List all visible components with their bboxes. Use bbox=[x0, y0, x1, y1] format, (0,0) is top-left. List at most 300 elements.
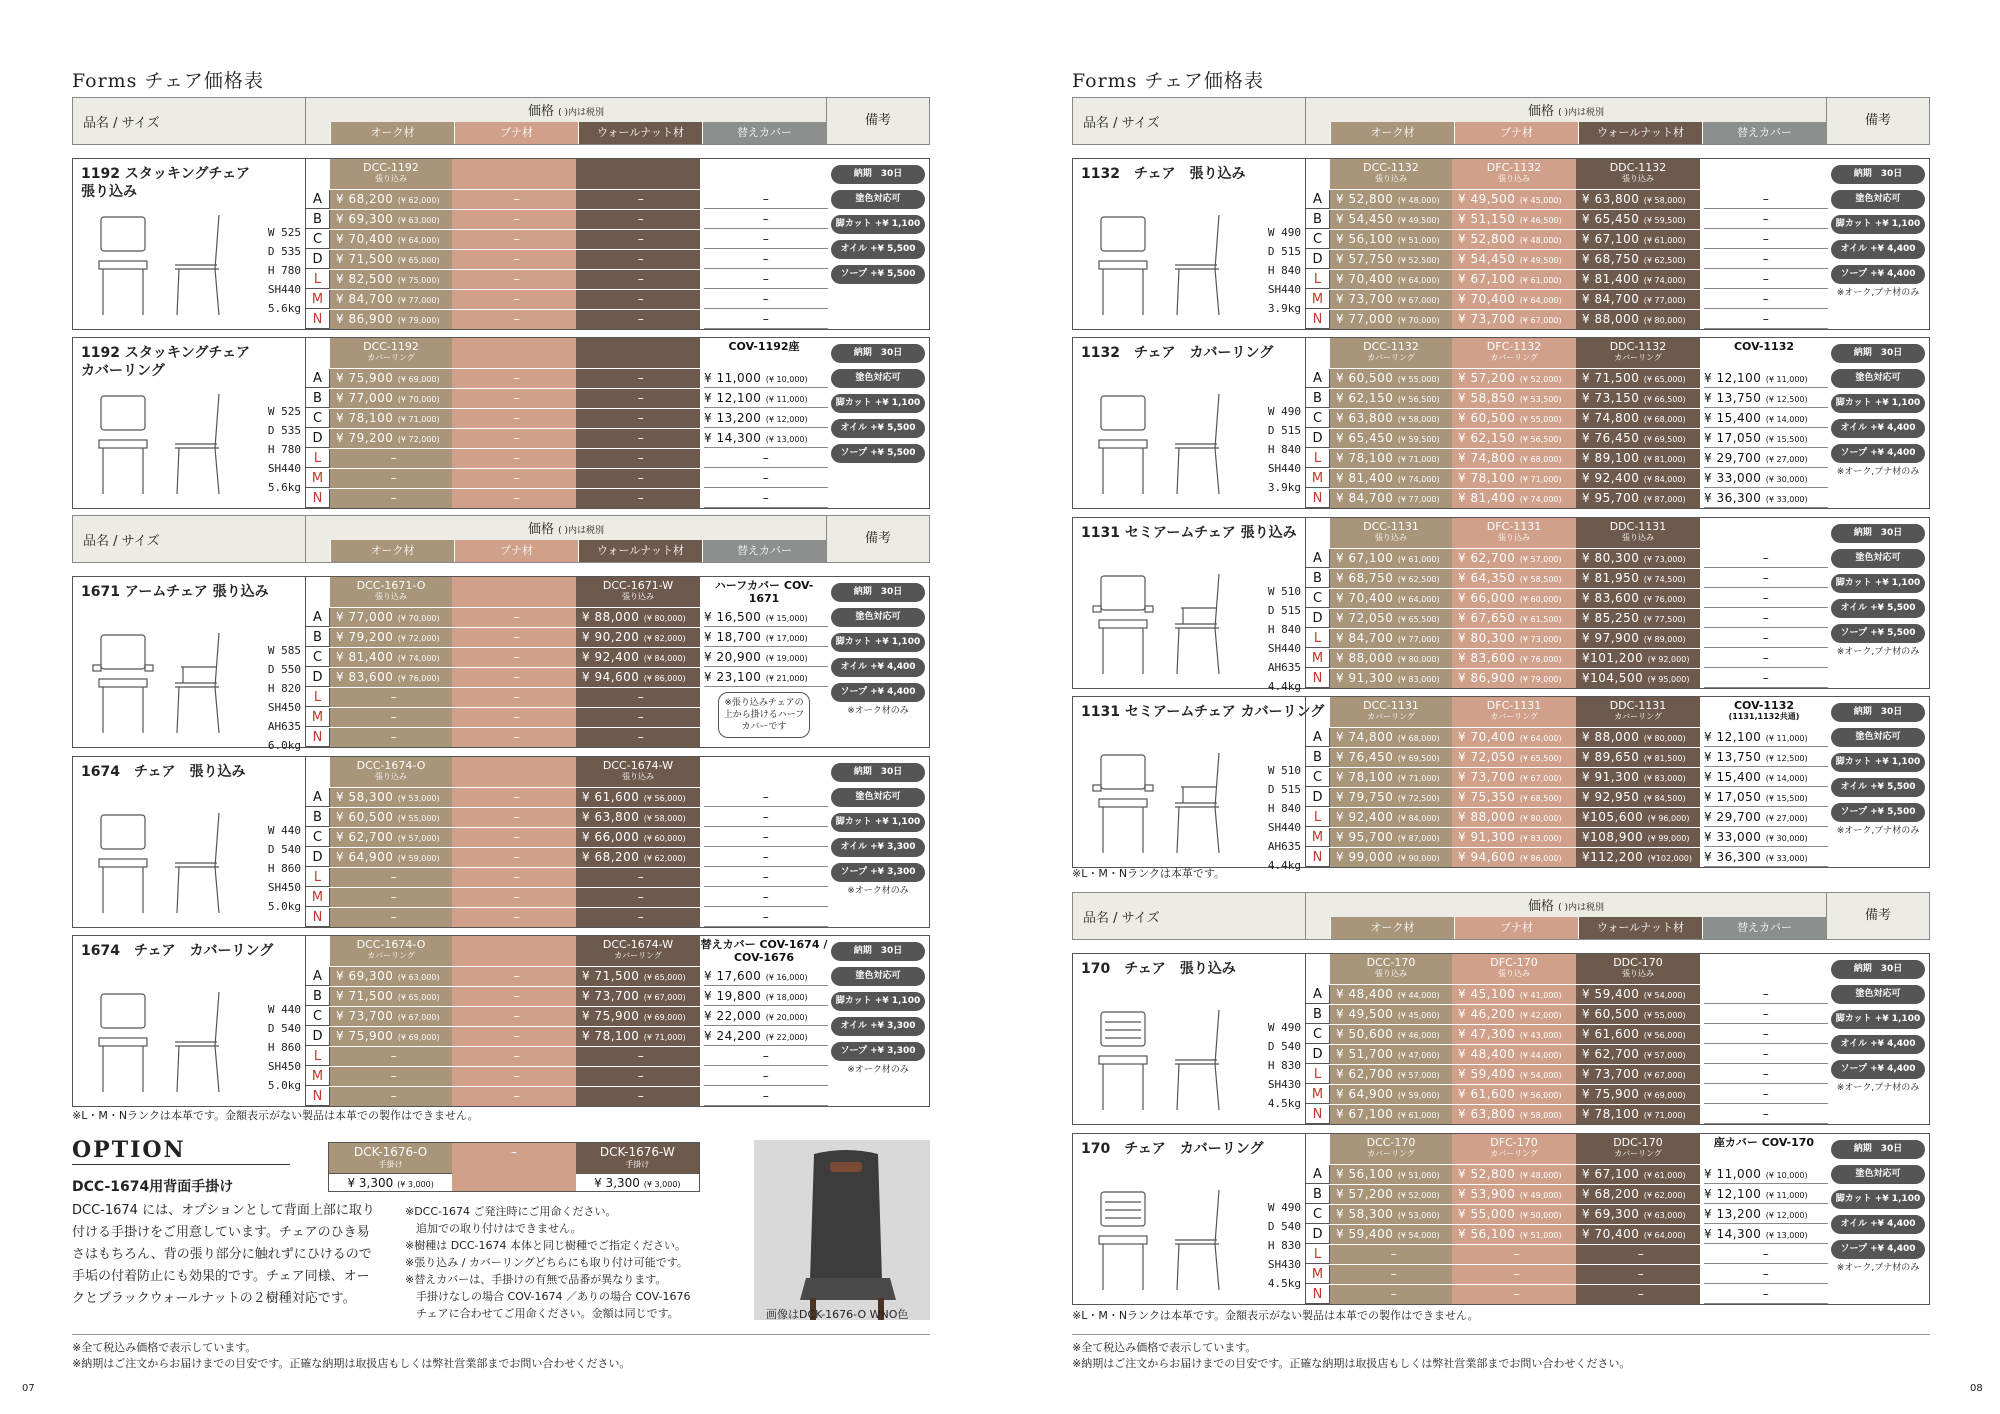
price-cell: ¥ 48,400 (¥ 44,000) bbox=[1336, 987, 1440, 1001]
remark-badge: オイル +¥ 5,500 bbox=[831, 419, 925, 438]
price-cell: – bbox=[513, 989, 521, 1003]
price-cell: ¥ 73,700 (¥ 67,000) bbox=[336, 1009, 440, 1023]
remarks bbox=[1831, 960, 1925, 1093]
price-cell: ¥ 46,200 (¥ 42,000) bbox=[1458, 1007, 1562, 1021]
leather-note: ※L・M・Nランクは本革です。金額表示がない製品は本革での製作はできません。 bbox=[1072, 1309, 1479, 1322]
table-row bbox=[1306, 1244, 1828, 1264]
price-grid bbox=[1305, 1134, 1827, 1304]
price-cell: – bbox=[513, 232, 521, 246]
footer-rule bbox=[72, 1334, 930, 1335]
option-col-1 bbox=[452, 1143, 575, 1191]
price-cell: ¥ 73,700 (¥ 67,000) bbox=[582, 989, 686, 1003]
price-cell: ¥ 49,500 (¥ 45,000) bbox=[1458, 192, 1562, 206]
rank-label: M bbox=[306, 888, 330, 907]
remark-badge: 納期 30日 bbox=[1831, 703, 1925, 722]
code: DFC-170 bbox=[1490, 956, 1538, 969]
table-row bbox=[306, 249, 828, 269]
price-cell: ¥ 22,000 (¥ 20,000) bbox=[704, 1007, 828, 1026]
price-cell: – bbox=[513, 630, 521, 644]
rank-label: A bbox=[1306, 549, 1330, 568]
product-code bbox=[330, 936, 452, 966]
price-cell: ¥ 73,700 (¥ 67,000) bbox=[1336, 292, 1440, 306]
remarks bbox=[831, 583, 925, 716]
rank-label: L bbox=[306, 868, 330, 887]
remark-badge: オイル +¥ 4,400 bbox=[1831, 1215, 1925, 1234]
price-cell: ¥ 92,950 (¥ 84,500) bbox=[1582, 790, 1686, 804]
remark-badge: ソープ +¥ 5,500 bbox=[1831, 624, 1925, 643]
price-cell: ¥ 52,800 (¥ 48,000) bbox=[1458, 232, 1562, 246]
price-cell: – bbox=[637, 312, 645, 326]
price-cell: ¥ 71,500 (¥ 65,000) bbox=[1582, 371, 1686, 385]
remark-badge: オイル +¥ 4,400 bbox=[831, 658, 925, 677]
price-cell: ¥ 52,800 (¥ 48,000) bbox=[1458, 1167, 1562, 1181]
code-sub: カバーリング bbox=[367, 353, 415, 362]
remark-badge: オイル +¥ 5,500 bbox=[1831, 778, 1925, 797]
table-row bbox=[1306, 488, 1828, 508]
code: DDC-1132 bbox=[1609, 161, 1667, 174]
price-cell: ¥ 68,200 (¥ 62,000) bbox=[1582, 1187, 1686, 1201]
remark-badge: オイル +¥ 4,400 bbox=[1831, 240, 1925, 259]
code-sub: 張り込み bbox=[1375, 533, 1407, 542]
price-cell: – bbox=[637, 272, 645, 286]
option-rule bbox=[72, 1164, 290, 1165]
table-row bbox=[1306, 984, 1828, 1004]
price-cell: ¥ 99,000 (¥ 90,000) bbox=[1336, 850, 1440, 864]
price-cell: ¥ 76,450 (¥ 69,500) bbox=[1336, 750, 1440, 764]
remark-badge: 塗色対応可 bbox=[1831, 369, 1925, 388]
code-sub: カバーリング bbox=[1614, 353, 1662, 362]
header-price-title bbox=[1306, 100, 1826, 121]
table-row bbox=[306, 289, 828, 309]
price-cell: ¥ 74,800 (¥ 68,000) bbox=[1458, 451, 1562, 465]
code: DDC-170 bbox=[1613, 1136, 1663, 1149]
rank-label: D bbox=[1306, 250, 1330, 269]
price-cell: – bbox=[513, 910, 521, 924]
price-cell: ¥ 95,700 (¥ 87,000) bbox=[1336, 830, 1440, 844]
price-cell: – bbox=[637, 451, 645, 465]
page-number: 08 bbox=[1970, 1383, 1983, 1394]
product-code bbox=[330, 338, 452, 368]
table-header bbox=[72, 97, 930, 145]
product-code bbox=[1700, 338, 1828, 368]
option-subtitle: DCC-1674用背面手掛け bbox=[72, 1179, 234, 1195]
table-row bbox=[306, 807, 828, 827]
price-cell: – bbox=[390, 471, 398, 485]
remark-badge: ソープ +¥ 5,500 bbox=[1831, 803, 1925, 822]
product-code bbox=[1330, 159, 1452, 189]
price-cell: – bbox=[637, 192, 645, 206]
price-cell: – bbox=[637, 1089, 645, 1103]
code: DCC-1674-O bbox=[356, 759, 426, 772]
table-row bbox=[1306, 1184, 1828, 1204]
table-row bbox=[306, 468, 828, 488]
price-cell: – bbox=[704, 908, 828, 927]
price-cell: ¥ 71,500 (¥ 65,000) bbox=[336, 989, 440, 1003]
table-row bbox=[306, 189, 828, 209]
product-code bbox=[1330, 338, 1452, 368]
price-cell: – bbox=[1637, 1267, 1645, 1281]
rank-label: A bbox=[306, 788, 330, 807]
table-row bbox=[306, 907, 828, 927]
price-cell: ¥ 66,000 (¥ 60,000) bbox=[582, 830, 686, 844]
price-cell: ¥ 75,900 (¥ 69,000) bbox=[582, 1009, 686, 1023]
table-row bbox=[306, 966, 828, 986]
price-cell: ¥ 62,150 (¥ 56,500) bbox=[1336, 391, 1440, 405]
code-sub: 張り込み bbox=[375, 592, 407, 601]
price-cell: ¥ 90,200 (¥ 82,000) bbox=[582, 630, 686, 644]
price-cell: – bbox=[1637, 1247, 1645, 1261]
product-size: W 510 D 515 H 840 SH440 AH635 4.4kg bbox=[1267, 585, 1301, 693]
remark-badge: 納期 30日 bbox=[831, 165, 925, 184]
code-sub: 張り込み bbox=[1622, 969, 1654, 978]
price-cell: ¥ 67,100 (¥ 61,000) bbox=[1582, 232, 1686, 246]
page-number: 07 bbox=[22, 1383, 35, 1394]
rank-label: D bbox=[306, 429, 330, 448]
header-columns bbox=[330, 122, 826, 144]
code: DCC-1674-W bbox=[602, 938, 674, 951]
rank-label: N bbox=[1306, 669, 1330, 688]
price-cell: ¥ 88,000 (¥ 80,000) bbox=[1582, 312, 1686, 326]
price-cell: – bbox=[1704, 549, 1828, 568]
option-price-tax: (¥ 3,000) bbox=[397, 1180, 434, 1189]
price-cell: – bbox=[513, 292, 521, 306]
header-remarks: 備考 bbox=[864, 113, 891, 128]
table-row bbox=[306, 408, 828, 428]
remark-badge: 納期 30日 bbox=[831, 344, 925, 363]
remark-badge: ソープ +¥ 5,500 bbox=[831, 265, 925, 284]
price-cell: ¥ 78,100 (¥ 71,000) bbox=[582, 1029, 686, 1043]
rank-label: B bbox=[306, 210, 330, 229]
price-cell: ¥ 19,800 (¥ 18,000) bbox=[704, 987, 828, 1006]
price-cell: – bbox=[513, 431, 521, 445]
price-grid bbox=[1305, 159, 1827, 329]
chair-illustration bbox=[1091, 1184, 1241, 1294]
price-cell: ¥ 81,400 (¥ 74,000) bbox=[1336, 471, 1440, 485]
price-cell: ¥ 91,300 (¥ 83,000) bbox=[1458, 830, 1562, 844]
price-cell: ¥ 92,400 (¥ 84,000) bbox=[1336, 810, 1440, 824]
rank-label: C bbox=[1306, 1025, 1330, 1044]
col-3: 替えカバー bbox=[1702, 122, 1826, 144]
price-cell: ¥ 58,850 (¥ 53,500) bbox=[1458, 391, 1562, 405]
rank-label: C bbox=[306, 1007, 330, 1026]
price-rows bbox=[306, 787, 827, 927]
price-cell: ¥ 86,900 (¥ 79,000) bbox=[1458, 671, 1562, 685]
table-header bbox=[1072, 97, 1930, 145]
rank-label: N bbox=[1306, 848, 1330, 867]
price-cell: – bbox=[513, 212, 521, 226]
option-code-sub: 手掛け bbox=[378, 1160, 403, 1169]
table-row bbox=[1306, 249, 1828, 269]
price-cell: ¥ 70,400 (¥ 64,000) bbox=[1336, 272, 1440, 286]
price-cell: ¥ 81,400 (¥ 74,000) bbox=[336, 650, 440, 664]
product-code bbox=[1452, 697, 1576, 727]
rank-label: L bbox=[1306, 270, 1330, 289]
code: DDC-1132 bbox=[1609, 340, 1667, 353]
table-row bbox=[1306, 1044, 1828, 1064]
rank-label: D bbox=[1306, 429, 1330, 448]
price-cell: ¥ 24,200 (¥ 22,000) bbox=[704, 1027, 828, 1046]
tax-label: ( )内は税別 bbox=[1558, 903, 1605, 913]
price-cell: ¥ 62,700 (¥ 57,000) bbox=[1458, 551, 1562, 565]
price-cell: ¥ 49,500 (¥ 45,000) bbox=[1336, 1007, 1440, 1021]
table-row bbox=[1306, 747, 1828, 767]
col-1: ブナ材 bbox=[1454, 917, 1578, 939]
price-cell: – bbox=[1704, 649, 1828, 668]
price-cell: ¥ 91,300 (¥ 83,000) bbox=[1582, 770, 1686, 784]
price-cell: – bbox=[704, 848, 828, 867]
price-cell: ¥ 75,350 (¥ 68,500) bbox=[1458, 790, 1562, 804]
rank-label: M bbox=[1306, 290, 1330, 309]
table-row bbox=[1306, 668, 1828, 688]
rank-label: D bbox=[306, 1027, 330, 1046]
table-row bbox=[1306, 1204, 1828, 1224]
remark-note: ※オーク,ブナ材のみ bbox=[1836, 467, 1920, 477]
rank-label: N bbox=[1306, 1105, 1330, 1124]
price-cell: – bbox=[637, 391, 645, 405]
price-cell: ¥ 70,400 (¥ 64,000) bbox=[1458, 292, 1562, 306]
table-row bbox=[1306, 289, 1828, 309]
price-cell: – bbox=[1704, 609, 1828, 628]
code-sub: カバーリング bbox=[1367, 353, 1415, 362]
remark-badge: 塗色対応可 bbox=[831, 190, 925, 209]
price-cell: ¥ 75,900 (¥ 69,000) bbox=[1582, 1087, 1686, 1101]
remark-badge: 納期 30日 bbox=[831, 942, 925, 961]
price-cell: – bbox=[704, 868, 828, 887]
product-code bbox=[1576, 954, 1700, 984]
remark-badge: 納期 30日 bbox=[1831, 524, 1925, 543]
price-cell: ¥ 14,300 (¥ 13,000) bbox=[704, 429, 828, 448]
remark-badge: 納期 30日 bbox=[831, 583, 925, 602]
remark-badge: ソープ +¥ 4,400 bbox=[1831, 265, 1925, 284]
price-cell: – bbox=[637, 431, 645, 445]
code-sub: カバーリング bbox=[1490, 1149, 1538, 1158]
product-code bbox=[1452, 159, 1576, 189]
remark-badge: 脚カット +¥ 1,100 bbox=[1831, 394, 1925, 413]
remark-badge: 脚カット +¥ 1,100 bbox=[1831, 215, 1925, 234]
price-cell: ¥ 61,600 (¥ 56,000) bbox=[1582, 1027, 1686, 1041]
product-code bbox=[1700, 1134, 1828, 1164]
price-cell: – bbox=[1704, 569, 1828, 588]
product-block bbox=[1072, 696, 1930, 872]
table-row bbox=[1306, 827, 1828, 847]
table-row bbox=[306, 867, 828, 887]
table-row bbox=[1306, 269, 1828, 289]
code: DFC-1132 bbox=[1486, 340, 1542, 353]
price-cell: ¥ 78,100 (¥ 71,000) bbox=[1458, 471, 1562, 485]
product-code bbox=[1576, 338, 1700, 368]
price-cell: – bbox=[1704, 589, 1828, 608]
remark-badge: 脚カット +¥ 1,100 bbox=[1831, 753, 1925, 772]
header-price-title bbox=[306, 518, 826, 539]
table-row bbox=[306, 269, 828, 289]
code-sub: 張り込み bbox=[375, 174, 407, 183]
price-cell: – bbox=[513, 790, 521, 804]
price-cell: – bbox=[513, 391, 521, 405]
price-cell: ¥ 17,600 (¥ 16,000) bbox=[704, 967, 828, 986]
price-cell: ¥ 55,000 (¥ 50,000) bbox=[1458, 1207, 1562, 1221]
code-sub: (1131,1132共通) bbox=[1728, 712, 1800, 721]
header-price-title bbox=[1306, 895, 1826, 916]
rank-label: C bbox=[306, 828, 330, 847]
price-grid bbox=[305, 757, 827, 927]
price-cell: – bbox=[637, 411, 645, 425]
price-cell: – bbox=[1704, 1245, 1828, 1264]
product-code bbox=[1452, 1134, 1576, 1164]
chair-illustration bbox=[1091, 1004, 1241, 1114]
remark-badge: ソープ +¥ 3,300 bbox=[831, 863, 925, 882]
code: DFC-170 bbox=[1490, 1136, 1538, 1149]
header-remarks: 備考 bbox=[1864, 908, 1891, 923]
table-row bbox=[1306, 448, 1828, 468]
price-cell: ¥ 77,000 (¥ 70,000) bbox=[1336, 312, 1440, 326]
table-row bbox=[306, 887, 828, 907]
chair-illustration bbox=[91, 986, 241, 1096]
product-block bbox=[1072, 337, 1930, 509]
price-cell: ¥ 89,650 (¥ 81,500) bbox=[1582, 750, 1686, 764]
rank-label: C bbox=[1306, 230, 1330, 249]
price-cell: ¥112,200 (¥102,000) bbox=[1582, 850, 1692, 864]
price-cell: – bbox=[637, 491, 645, 505]
product-code bbox=[330, 757, 452, 787]
header-price bbox=[1305, 98, 1827, 144]
price-cell: ¥ 29,700 (¥ 27,000) bbox=[1704, 449, 1828, 468]
header-name-size: 品名 / サイズ bbox=[1083, 911, 1160, 926]
price-cell: – bbox=[637, 890, 645, 904]
rank-label: A bbox=[1306, 190, 1330, 209]
price-cell: – bbox=[1390, 1267, 1398, 1281]
price-cell: ¥ 14,300 (¥ 13,000) bbox=[1704, 1225, 1828, 1244]
price-cell: – bbox=[637, 371, 645, 385]
code: DCC-1192 bbox=[363, 161, 419, 174]
code-sub: 張り込み bbox=[375, 772, 407, 781]
product-code bbox=[1576, 159, 1700, 189]
product-block bbox=[72, 935, 930, 1107]
leather-note: ※L・M・Nランクは本革です。 bbox=[1072, 867, 1225, 880]
price-cell: ¥ 81,400 (¥ 74,000) bbox=[1458, 491, 1562, 505]
price-cell: ¥ 59,400 (¥ 54,000) bbox=[1336, 1227, 1440, 1241]
price-cell: ¥ 68,750 (¥ 62,500) bbox=[1336, 571, 1440, 585]
rank-label: N bbox=[306, 1087, 330, 1106]
price-cell: – bbox=[513, 810, 521, 824]
header-columns bbox=[330, 540, 826, 562]
price-rows bbox=[1306, 984, 1827, 1124]
price-cell: ¥ 33,000 (¥ 30,000) bbox=[1704, 828, 1828, 847]
header-price bbox=[305, 516, 827, 562]
product-block bbox=[72, 158, 930, 330]
rank-label: N bbox=[1306, 489, 1330, 508]
code-sub: 張り込み bbox=[622, 592, 654, 601]
table-row bbox=[306, 1006, 828, 1026]
photo-caption: 画像はDCK-1676-O WNO色 bbox=[766, 1308, 909, 1321]
rank-label: A bbox=[1306, 1165, 1330, 1184]
price-cell: ¥ 11,000 (¥ 10,000) bbox=[704, 369, 828, 388]
table-row bbox=[1306, 428, 1828, 448]
rank-label: B bbox=[1306, 210, 1330, 229]
remarks bbox=[831, 344, 925, 469]
price-cell: ¥ 45,100 (¥ 41,000) bbox=[1458, 987, 1562, 1001]
price-cell: – bbox=[513, 471, 521, 485]
price-cell: ¥ 63,800 (¥ 58,000) bbox=[1336, 411, 1440, 425]
code: DFC-1131 bbox=[1486, 520, 1542, 533]
remark-badge: 塗色対応可 bbox=[1831, 190, 1925, 209]
table-row bbox=[1306, 468, 1828, 488]
code: DCC-1192 bbox=[363, 340, 419, 353]
product-code bbox=[330, 577, 452, 607]
rank-label: A bbox=[306, 967, 330, 986]
price-cell: ¥ 13,200 (¥ 12,000) bbox=[1704, 1205, 1828, 1224]
price-cell: – bbox=[513, 1069, 521, 1083]
table-row bbox=[306, 309, 828, 329]
price-cell: – bbox=[704, 1067, 828, 1086]
remark-badge: ソープ +¥ 4,400 bbox=[831, 683, 925, 702]
option-body: DCC-1674 には、オプションとして背面上部に取り付ける手掛けをご用意しています。チェアのひき易さはもちろん、背の張り部分に触れずにひけるので手垢の付着防止にも効果的です。チェア同様、オークとブラックウォールナットの２樹種対応です。 bbox=[72, 1203, 375, 1306]
price-cell: ¥ 67,100 (¥ 61,000) bbox=[1458, 272, 1562, 286]
price-cell: ¥ 62,700 (¥ 57,000) bbox=[1582, 1047, 1686, 1061]
price-cell: – bbox=[1704, 629, 1828, 648]
price-cell: – bbox=[704, 808, 828, 827]
price-cell: ¥ 68,200 (¥ 62,000) bbox=[582, 850, 686, 864]
chair-illustration bbox=[1091, 568, 1241, 678]
product-size: W 525 D 535 H 780 SH440 5.6kg bbox=[267, 405, 301, 494]
price-rows bbox=[1306, 189, 1827, 329]
header-price-title bbox=[306, 100, 826, 121]
price-cell: ¥ 67,100 (¥ 61,000) bbox=[1336, 1107, 1440, 1121]
product-block bbox=[72, 756, 930, 928]
price-cell: ¥ 20,900 (¥ 19,000) bbox=[704, 648, 828, 667]
rank-label: M bbox=[1306, 1265, 1330, 1284]
price-cell: ¥ 12,100 (¥ 11,000) bbox=[704, 389, 828, 408]
price-cell: – bbox=[1704, 1065, 1828, 1084]
option-price bbox=[576, 1173, 699, 1191]
table-row bbox=[1306, 1104, 1828, 1124]
price-cell: ¥ 84,700 (¥ 77,000) bbox=[336, 292, 440, 306]
price-cell: ¥ 51,150 (¥ 46,500) bbox=[1458, 212, 1562, 226]
price-cell: – bbox=[704, 190, 828, 209]
price-cell: ¥ 65,450 (¥ 59,500) bbox=[1582, 212, 1686, 226]
leather-note: ※L・M・Nランクは本革です。金額表示がない製品は本革での製作はできません。 bbox=[72, 1109, 479, 1122]
option-code-sub: 手掛け bbox=[625, 1160, 650, 1169]
rank-label: L bbox=[1306, 1065, 1330, 1084]
price-cell: ¥ 77,000 (¥ 70,000) bbox=[336, 610, 440, 624]
price-label: 価格 bbox=[527, 104, 554, 119]
chair-illustration bbox=[91, 807, 241, 917]
price-cell: – bbox=[704, 310, 828, 329]
code: DDC-170 bbox=[1613, 956, 1663, 969]
price-cell: ¥ 84,700 (¥ 77,000) bbox=[1336, 491, 1440, 505]
price-cell: ¥ 60,500 (¥ 55,000) bbox=[1336, 371, 1440, 385]
half-cover-note: ※張り込みチェアの上から掛けるハーフカバーです bbox=[718, 692, 810, 738]
remark-badge: ソープ +¥ 5,500 bbox=[831, 444, 925, 463]
price-cell: ¥101,200 (¥ 92,000) bbox=[1582, 651, 1690, 665]
price-cell: – bbox=[513, 1049, 521, 1063]
price-grid bbox=[1305, 338, 1827, 508]
price-cell: – bbox=[637, 730, 645, 744]
price-cell: ¥ 47,300 (¥ 43,000) bbox=[1458, 1027, 1562, 1041]
product-block bbox=[1072, 517, 1930, 693]
price-cell: ¥ 72,050 (¥ 65,500) bbox=[1458, 750, 1562, 764]
product-name: 1131 セミアームチェア 張り込み bbox=[1081, 525, 1297, 541]
code-sub: カバーリング bbox=[1490, 712, 1538, 721]
price-cell: ¥ 76,450 (¥ 69,500) bbox=[1582, 431, 1686, 445]
price-cell: – bbox=[637, 471, 645, 485]
header-name-size: 品名 / サイズ bbox=[83, 116, 160, 131]
price-grid bbox=[305, 338, 827, 508]
tax-label: ( )内は税別 bbox=[558, 108, 605, 118]
table-row bbox=[1306, 229, 1828, 249]
product-size: W 440 D 540 H 860 SH450 5.0kg bbox=[267, 1003, 301, 1092]
table-row bbox=[1306, 1004, 1828, 1024]
remark-badge: オイル +¥ 4,400 bbox=[1831, 1035, 1925, 1054]
